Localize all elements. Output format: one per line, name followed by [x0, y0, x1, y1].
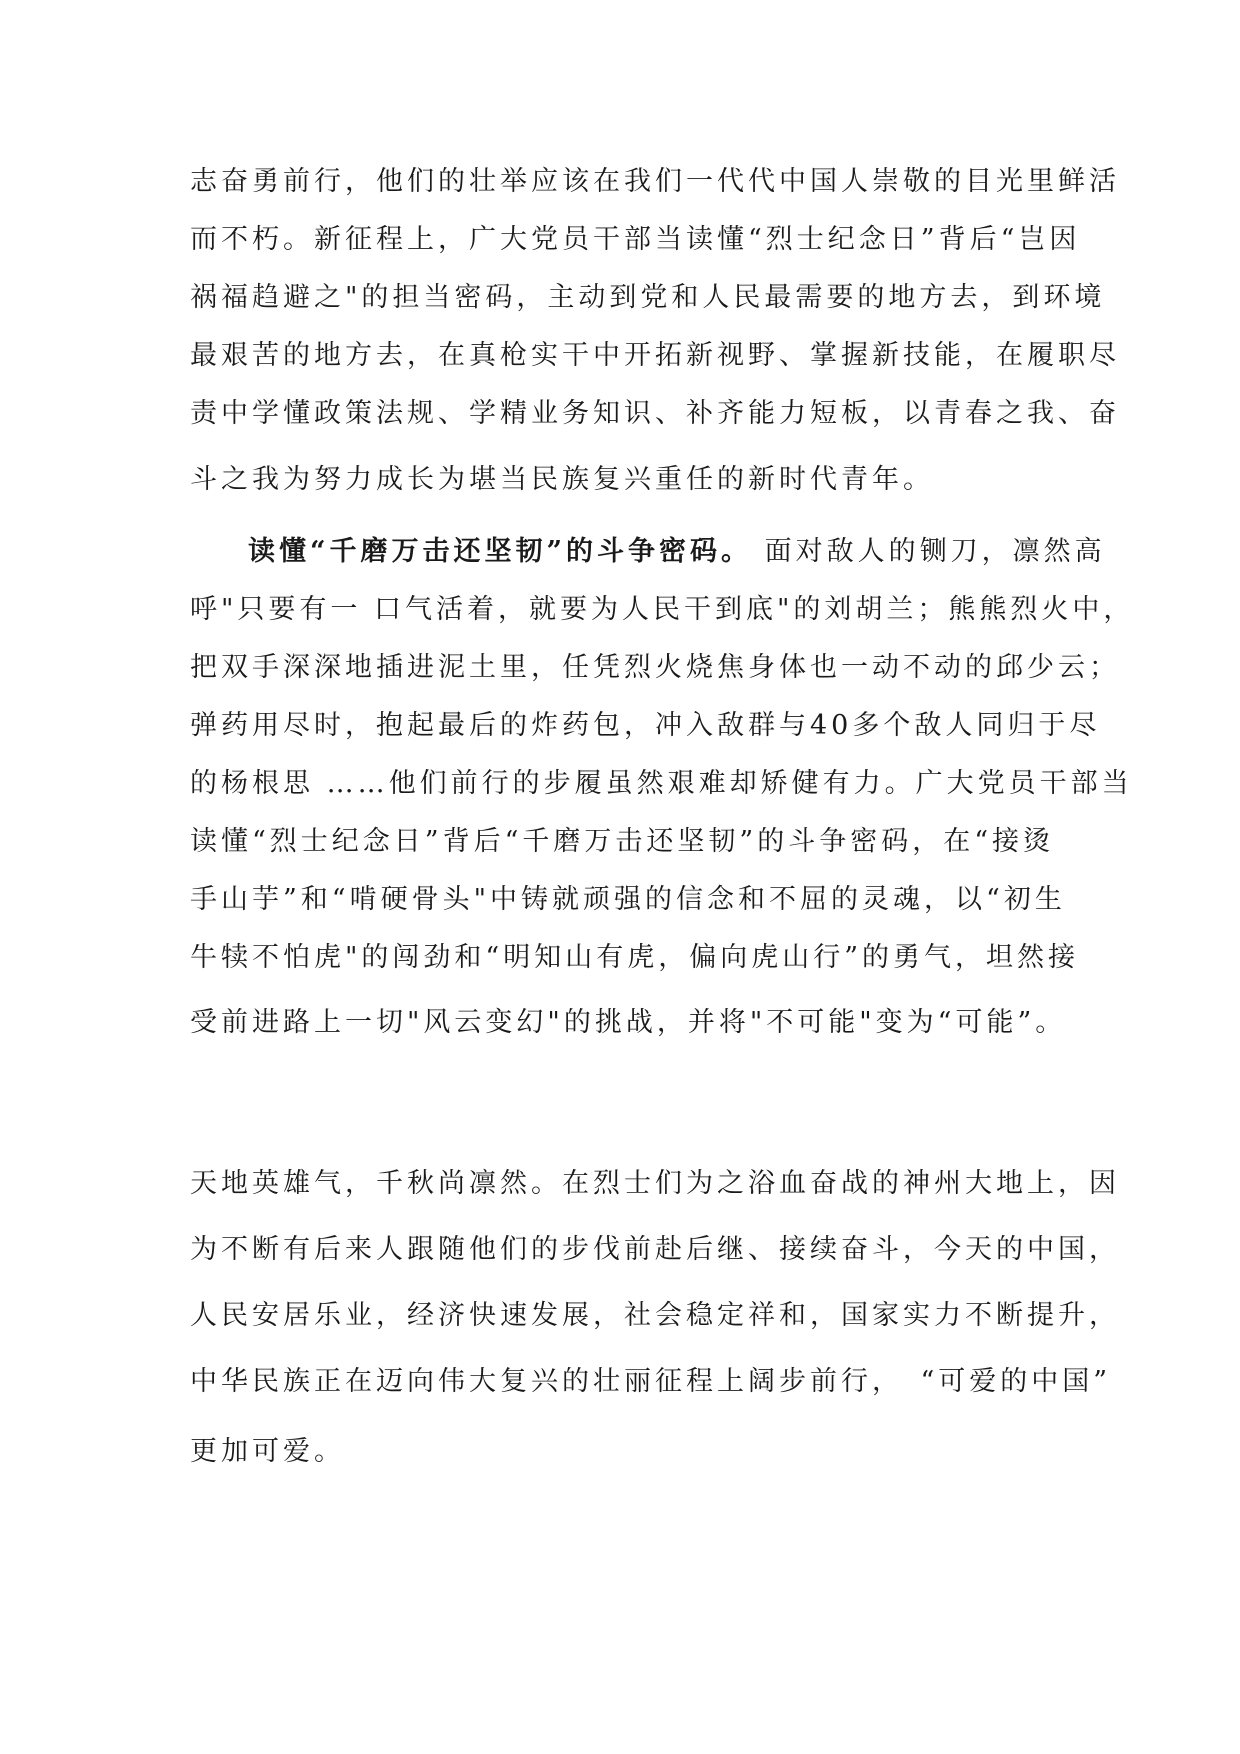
- paragraph-2-line-2: 呼"只要有一 口气活着，就要为人民干到底"的刘胡兰；熊熊烈火中，: [190, 594, 1135, 625]
- paragraph-1-line-6: 斗之我为努力成长为堪当民族复兴重任的新时代青年。: [190, 464, 934, 495]
- paragraph-3-line-4: 中华民族正在迈向伟大复兴的壮丽征程上阔步前行， “可爱的中国”: [190, 1366, 1112, 1397]
- paragraph-2-line-6: 读懂“烈士纪念日”背后“千磨万击还坚韧”的斗争密码，在“接烫: [190, 826, 1055, 857]
- paragraph-2-line-3: 把双手深深地插进泥土里，任凭烈火烧焦身体也一动不动的邱少云；: [190, 652, 1120, 683]
- paragraph-3-line-3: 人民安居乐业，经济快速发展，社会稳定祥和，国家实力不断提升，: [190, 1300, 1120, 1331]
- paragraph-3-line-2: 为不断有后来人跟随他们的步伐前赴后继、接续奋斗，今天的中国，: [190, 1234, 1120, 1265]
- paragraph-3-line-5: 更加可爱。: [190, 1436, 345, 1467]
- paragraph-3-line-1: 天地英雄气，千秋尚凛然。在烈士们为之浴血奋战的神州大地上，因: [190, 1168, 1120, 1199]
- paragraph-2-line-7: 手山芋”和“啃硬骨头"中铸就顽强的信念和不屈的灵魂，以“初生: [190, 884, 1066, 915]
- paragraph-1-line-5: 责中学懂政策法规、学精业务知识、补齐能力短板，以青春之我、奋: [190, 398, 1120, 429]
- paragraph-2-line-1: [248, 534, 1106, 570]
- paragraph-2-line-1-rest: 面对敌人的铡刀，凛然高: [752, 536, 1106, 567]
- paragraph-2-line-9: 受前进路上一切"风云变幻"的挑战，并将"不可能"变为“可能”。: [190, 1007, 1067, 1038]
- paragraph-1-line-4: 最艰苦的地方去，在真枪实干中开拓新视野、掌握新技能，在履职尽: [190, 340, 1120, 371]
- paragraph-1-line-1: 志奋勇前行，他们的壮举应该在我们一代代中国人崇敬的目光里鲜活: [190, 166, 1120, 197]
- paragraph-2-line-4: 弹药用尽时，抱起最后的炸药包，冲入敌群与40多个敌人同归于尽: [190, 710, 1101, 741]
- paragraph-2-line-8: 牛犊不怕虎"的闯劲和“明知山有虎，偏向虎山行”的勇气，坦然接: [190, 942, 1080, 973]
- paragraph-1-line-2: 而不朽。新征程上，广大党员干部当读懂“烈士纪念日”背后“岂因: [190, 224, 1081, 255]
- paragraph-1-line-3: 祸福趋避之"的担当密码，主动到党和人民最需要的地方去，到环境: [190, 282, 1106, 313]
- section-heading: 读懂“千磨万击还坚韧”的斗争密码。: [248, 536, 753, 567]
- paragraph-2-line-5: 的杨根思 ……他们前行的步履虽然艰难却矫健有力。广大党员干部当: [190, 768, 1133, 799]
